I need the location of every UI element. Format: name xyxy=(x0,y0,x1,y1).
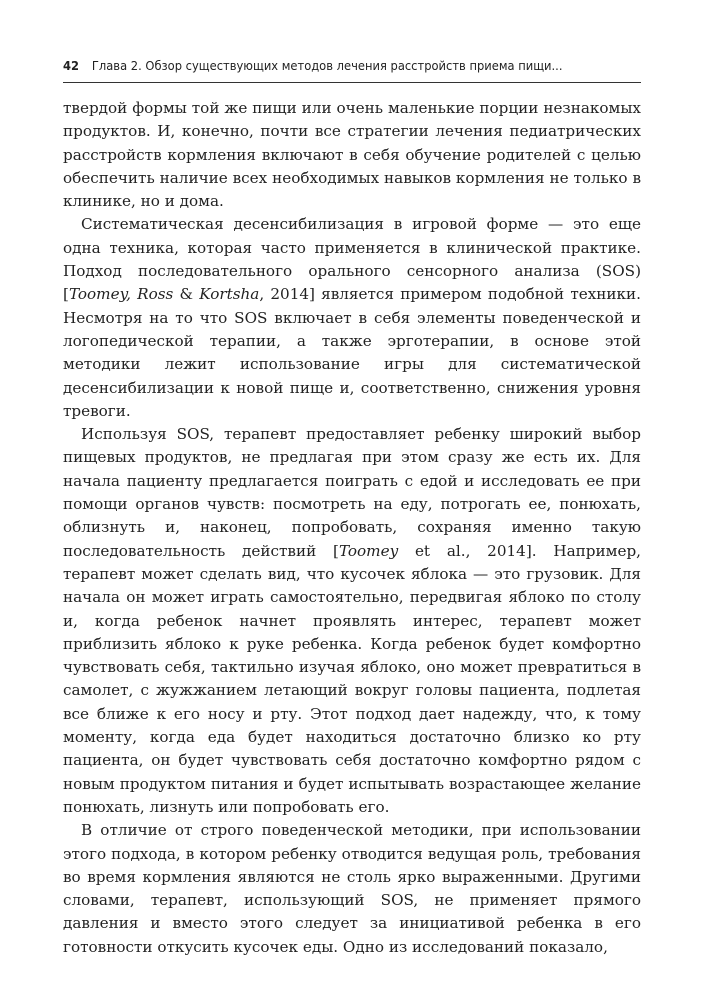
paragraph-text: Систематическая десенсибилизация в игровой форме — это еще одна техника, которая часто применяется в клинической практике. Подход последовательного орального сенсорного анализа (SOS) [ xyxy=(63,215,641,304)
running-head xyxy=(63,58,640,74)
paragraph-text: et al., 2014]. Например, терапевт может сделать вид, что кусочек яблока — это грузовик. Для начала он может играть самостоятельно, передвигая яблоко по столу и, когда ребенок начнет проявлять интерес, терапевт может приблизить яблоко к руке ребенка. Когда ребенок будет комфортно чувствовать себя, тактильно изучая яблоко, оно может превратиться в самолет, с жужжанием летающий вокруг головы пациента, подлетая все ближе к его носу и рту. Этот подход дает надежду, что, к тому моменту, когда еда будет находиться достаточно близко ко рту пациента, он будет чувствовать себя достаточно комфортно рядом с новым продуктом питания и будет испытывать возрастающее желание понюхать, лизнуть или попробовать его. xyxy=(63,541,641,816)
chapter-title: Глава 2. Обзор существующих методов лечения расстройств приема пищи... xyxy=(91,58,563,73)
citation-author: Toomey xyxy=(338,541,399,560)
book-page xyxy=(63,58,641,973)
page-number: 42 xyxy=(63,58,80,73)
paragraph-text: твердой формы той же пищи или очень маленькие порции незнакомых продуктов. И, конечно, почти все стратегии лечения педиатрических расстройств кормления включают в себя обучение родителей с целью обеспечить наличие всех необходимых навыков кормления не только в клинике, но и дома. xyxy=(63,99,641,211)
paragraph-text: Используя SOS, терапевт предоставляет ребенку широкий выбор пищевых продуктов, не предлагая при этом сразу же есть их. Для начала пациенту предлагается поиграть с едой и исследовать ее при помощи органов чувств: посмотреть на еду, потрогать ее, понюхать, облизнуть и, наконец, попробовать, сохраняя именно такую последовательность действий [ xyxy=(63,425,641,560)
paragraph-text: & xyxy=(173,285,200,304)
header-divider xyxy=(63,82,641,83)
citation-author: Toomey, Ross xyxy=(68,285,174,304)
body-paragraph xyxy=(63,97,641,213)
body-paragraph xyxy=(63,213,641,423)
body-paragraph xyxy=(63,423,641,819)
citation-author: Kortsha xyxy=(199,285,260,304)
paragraph-text: В отличие от строго поведенческой методики, при использовании этого подхода, в котором ребенку отводится ведущая роль, требования во время кормления являются не столь ярко выраженными. Другими словами, терапевт, использующий SOS, не применяет прямого давления и вместо этого следует за инициативой ребенка в его готовности откусить кусочек еды. Одно из исследований показало, xyxy=(63,821,641,956)
paragraph-text: , 2014] является примером подобной техники. Несмотря на то что SOS включает в себя элементы поведенческой и логопедической терапии, а также эрготерапии, в основе этой методики лежит использование игры для систематической десенсибилизации к новой пище и, соответственно, снижения уровня тревоги. xyxy=(63,285,641,420)
body-text xyxy=(63,97,641,959)
body-paragraph xyxy=(63,819,641,959)
